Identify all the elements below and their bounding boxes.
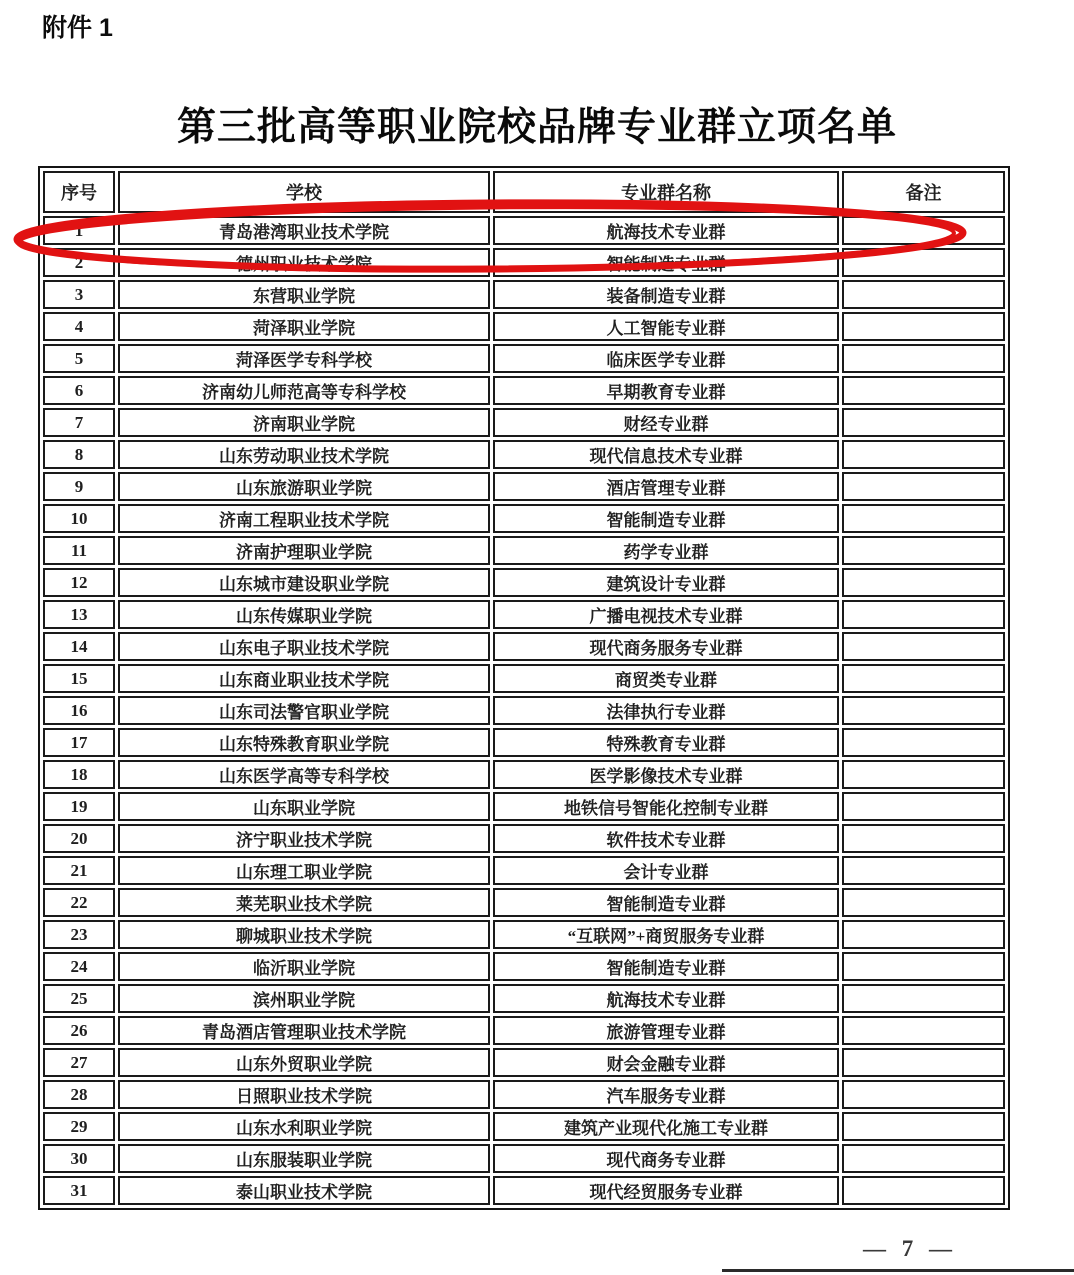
table-row	[43, 1176, 1005, 1205]
row-index-cell: 4	[43, 312, 115, 341]
row-index-cell: 19	[43, 792, 115, 821]
group-cell: 装备制造专业群	[493, 280, 839, 309]
page-number: — 7 —	[863, 1236, 957, 1261]
school-cell: 山东医学高等专科学校	[118, 760, 490, 789]
note-cell	[842, 440, 1005, 469]
row-index-cell: 6	[43, 376, 115, 405]
group-cell: 地铁信号智能化控制专业群	[493, 792, 839, 821]
group-cell: 汽车服务专业群	[493, 1080, 839, 1109]
table-row	[43, 440, 1005, 469]
table-row	[43, 1080, 1005, 1109]
group-cell: 人工智能专业群	[493, 312, 839, 341]
row-index-cell: 15	[43, 664, 115, 693]
row-index-cell: 11	[43, 536, 115, 565]
group-cell: 财经专业群	[493, 408, 839, 437]
table-row	[43, 728, 1005, 757]
school-cell: 德州职业技术学院	[118, 248, 490, 277]
school-cell: 济宁职业技术学院	[118, 824, 490, 853]
note-cell	[842, 824, 1005, 853]
row-index-cell: 12	[43, 568, 115, 597]
table-row	[43, 280, 1005, 309]
school-cell: 山东水利职业学院	[118, 1112, 490, 1141]
row-index-cell: 24	[43, 952, 115, 981]
school-cell: 山东商业职业技术学院	[118, 664, 490, 693]
note-cell	[842, 1176, 1005, 1205]
table-row	[43, 856, 1005, 885]
row-index-cell: 5	[43, 344, 115, 373]
school-cell: 山东旅游职业学院	[118, 472, 490, 501]
group-cell: 会计专业群	[493, 856, 839, 885]
note-cell	[842, 856, 1005, 885]
school-cell: 菏泽职业学院	[118, 312, 490, 341]
note-cell	[842, 632, 1005, 661]
note-cell	[842, 536, 1005, 565]
school-cell: 青岛港湾职业技术学院	[118, 216, 490, 245]
note-cell	[842, 216, 1005, 245]
note-cell	[842, 408, 1005, 437]
table-row	[43, 760, 1005, 789]
school-cell: 莱芜职业技术学院	[118, 888, 490, 917]
table-row	[43, 1144, 1005, 1173]
school-cell: 山东电子职业技术学院	[118, 632, 490, 661]
column-header-group: 专业群名称	[493, 171, 839, 213]
school-cell: 山东司法警官职业学院	[118, 696, 490, 725]
school-cell: 济南幼儿师范高等专科学校	[118, 376, 490, 405]
group-cell: 早期教育专业群	[493, 376, 839, 405]
school-cell: 聊城职业技术学院	[118, 920, 490, 949]
group-cell: 智能制造专业群	[493, 888, 839, 917]
table-row	[43, 952, 1005, 981]
attachment-label: 附件 1	[42, 14, 113, 42]
row-index-cell: 28	[43, 1080, 115, 1109]
row-index-cell: 7	[43, 408, 115, 437]
school-cell: 济南职业学院	[118, 408, 490, 437]
row-index-cell: 10	[43, 504, 115, 533]
table-row	[43, 216, 1005, 245]
row-index-cell: 22	[43, 888, 115, 917]
school-cell: 济南工程职业技术学院	[118, 504, 490, 533]
table-row	[43, 1048, 1005, 1077]
table-row	[43, 920, 1005, 949]
note-cell	[842, 696, 1005, 725]
note-cell	[842, 280, 1005, 309]
row-index-cell: 23	[43, 920, 115, 949]
row-index-cell: 13	[43, 600, 115, 629]
table-row	[43, 312, 1005, 341]
school-cell: 临沂职业学院	[118, 952, 490, 981]
school-cell: 青岛酒店管理职业技术学院	[118, 1016, 490, 1045]
school-cell: 济南护理职业学院	[118, 536, 490, 565]
school-cell: 山东服装职业学院	[118, 1144, 490, 1173]
note-cell	[842, 1080, 1005, 1109]
note-cell	[842, 1144, 1005, 1173]
row-index-cell: 31	[43, 1176, 115, 1205]
row-index-cell: 16	[43, 696, 115, 725]
row-index-cell: 30	[43, 1144, 115, 1173]
group-cell: 建筑产业现代化施工专业群	[493, 1112, 839, 1141]
school-cell: 东营职业学院	[118, 280, 490, 309]
table-row	[43, 1112, 1005, 1141]
note-cell	[842, 1048, 1005, 1077]
table-row	[43, 1016, 1005, 1045]
group-cell: 智能制造专业群	[493, 952, 839, 981]
group-cell: 药学专业群	[493, 536, 839, 565]
table-row	[43, 664, 1005, 693]
table-row	[43, 376, 1005, 405]
group-cell: 航海技术专业群	[493, 984, 839, 1013]
note-cell	[842, 472, 1005, 501]
note-cell	[842, 504, 1005, 533]
table-row	[43, 696, 1005, 725]
group-cell: 临床医学专业群	[493, 344, 839, 373]
table-row	[43, 536, 1005, 565]
group-cell: 酒店管理专业群	[493, 472, 839, 501]
group-cell: 航海技术专业群	[493, 216, 839, 245]
group-cell: 医学影像技术专业群	[493, 760, 839, 789]
group-cell: 软件技术专业群	[493, 824, 839, 853]
group-cell: 现代经贸服务专业群	[493, 1176, 839, 1205]
table-row	[43, 344, 1005, 373]
group-cell: 现代信息技术专业群	[493, 440, 839, 469]
row-index-cell: 27	[43, 1048, 115, 1077]
table-row	[43, 824, 1005, 853]
note-cell	[842, 1016, 1005, 1045]
group-cell: 商贸类专业群	[493, 664, 839, 693]
note-cell	[842, 600, 1005, 629]
school-cell: 山东理工职业学院	[118, 856, 490, 885]
row-index-cell: 26	[43, 1016, 115, 1045]
table-row	[43, 408, 1005, 437]
row-index-cell: 25	[43, 984, 115, 1013]
group-cell: 现代商务专业群	[493, 1144, 839, 1173]
row-index-cell: 14	[43, 632, 115, 661]
group-cell: “互联网”+商贸服务专业群	[493, 920, 839, 949]
note-cell	[842, 760, 1005, 789]
school-cell: 山东职业学院	[118, 792, 490, 821]
table-body	[43, 216, 1005, 1205]
group-cell: 智能制造专业群	[493, 504, 839, 533]
school-cell: 山东劳动职业技术学院	[118, 440, 490, 469]
note-cell	[842, 952, 1005, 981]
note-cell	[842, 568, 1005, 597]
note-cell	[842, 664, 1005, 693]
row-index-cell: 29	[43, 1112, 115, 1141]
note-cell	[842, 888, 1005, 917]
note-cell	[842, 376, 1005, 405]
note-cell	[842, 792, 1005, 821]
row-index-cell: 17	[43, 728, 115, 757]
column-header-note: 备注	[842, 171, 1005, 213]
table-row	[43, 984, 1005, 1013]
note-cell	[842, 312, 1005, 341]
table-row	[43, 504, 1005, 533]
row-index-cell: 18	[43, 760, 115, 789]
row-index-cell: 3	[43, 280, 115, 309]
row-index-cell: 1	[43, 216, 115, 245]
column-header-school: 学校	[118, 171, 490, 213]
note-cell	[842, 248, 1005, 277]
row-index-cell: 2	[43, 248, 115, 277]
page-title: 第三批高等职业院校品牌专业群立项名单	[176, 106, 897, 149]
school-cell: 山东特殊教育职业学院	[118, 728, 490, 757]
school-cell: 山东外贸职业学院	[118, 1048, 490, 1077]
school-cell: 菏泽医学专科学校	[118, 344, 490, 373]
footer-rule	[722, 1269, 1074, 1272]
school-cell: 泰山职业技术学院	[118, 1176, 490, 1205]
row-index-cell: 20	[43, 824, 115, 853]
note-cell	[842, 1112, 1005, 1141]
table-row	[43, 632, 1005, 661]
group-cell: 财会金融专业群	[493, 1048, 839, 1077]
group-cell: 旅游管理专业群	[493, 1016, 839, 1045]
table-row	[43, 568, 1005, 597]
group-cell: 现代商务服务专业群	[493, 632, 839, 661]
table-row	[43, 472, 1005, 501]
school-cell: 日照职业技术学院	[118, 1080, 490, 1109]
row-index-cell: 21	[43, 856, 115, 885]
school-cell: 山东传媒职业学院	[118, 600, 490, 629]
group-cell: 智能制造专业群	[493, 248, 839, 277]
group-cell: 建筑设计专业群	[493, 568, 839, 597]
column-header-index: 序号	[43, 171, 115, 213]
row-index-cell: 9	[43, 472, 115, 501]
note-cell	[842, 984, 1005, 1013]
group-cell: 广播电视技术专业群	[493, 600, 839, 629]
table-header-row	[43, 171, 1005, 213]
note-cell	[842, 728, 1005, 757]
note-cell	[842, 344, 1005, 373]
group-cell: 法律执行专业群	[493, 696, 839, 725]
group-cell: 特殊教育专业群	[493, 728, 839, 757]
note-cell	[842, 920, 1005, 949]
table-row	[43, 792, 1005, 821]
table-row	[43, 888, 1005, 917]
school-cell: 滨州职业学院	[118, 984, 490, 1013]
school-cell: 山东城市建设职业学院	[118, 568, 490, 597]
row-index-cell: 8	[43, 440, 115, 469]
project-list-table	[38, 166, 1010, 1210]
table-row	[43, 600, 1005, 629]
table-row	[43, 248, 1005, 277]
